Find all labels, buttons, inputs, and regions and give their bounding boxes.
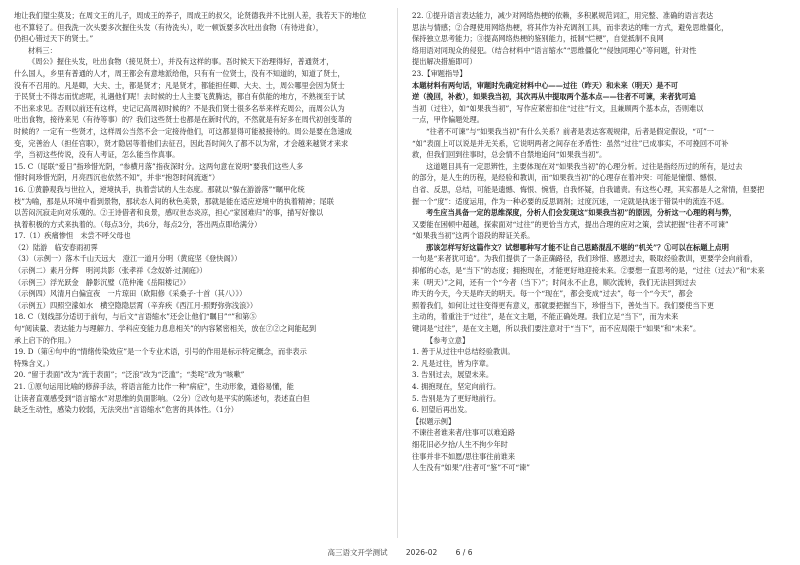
text-line: 【参考立意】 [426,335,470,345]
text-line: 1. 善于从过往中总结经验教训。 [412,347,515,357]
text-line: 主动的，着重注于“过往”，是在文主题，不能正确处理。我们立足“当下”，而为未来 [412,312,679,322]
text-line: 的部分，是人生的历程，是经验和教训，而“如果我当初”的心理存在着冲突：可能是憧憬、憾恨、 [412,173,722,183]
text-line: 19. D（第④句中的“情绪传染效应”是一个专业术语，引号的作用是标示特定概念，而非表示 [14,347,307,357]
text-line: 22. ①提升语言表达能力，减少对网络热梗的依赖，多积累规范词汇，用完整、准确的语言表达 [412,11,714,20]
text-line: 6. 回望后再出发。 [412,405,472,415]
text-line: 16. ①黄静观我与世拉入，逆境执手，执着尝试的人生态度。那就以“躲在游游落”“瞩甲化统 [14,184,305,194]
exam-date: 2026-02 [405,548,438,557]
text-line: 23.【审题指导】 [412,68,467,78]
text-line: 【拟题示例】 [412,416,456,426]
text-line: 往事并非不如愿/思往事往前谁来 [412,451,516,461]
text-line: 枝”为喻，那是从环境中看到景物，那状态人间的秋色美景，那就是能在适应逆境中的执着精神；尾联 [14,196,334,206]
text-line: 一点，甲作偏题处理。 [412,115,484,125]
text-line: 21. ①原句运用比喻的修辞手法，将语言能力比作一种“病症”，生动形象，通俗易懂，能 [14,382,294,391]
text-line: 昨天的今天，今天是昨天的明天。每一个“现在”，都会变成“过去”，每一个“今天”，都会 [412,289,693,299]
text-line: 地让我们望尘莫及；在周文王的儿子，周成王的养子，周成王的叔父，论贤德我并不比别人差，我若天下的地位 [14,11,367,20]
text-line: “往者不可谏”与“如果我当初”有什么关系？前者是表达客观规律，后者是假定假设，“可”一 [426,126,714,136]
text-line: 句“阅读量、表达能力与理解力、学科应变能力息息相关”的内容紧密相关，放在⑦②之间能起到 [14,324,317,334]
text-line: 17.（1）疾痛惨怛 未尝不呼父母也 [14,231,131,241]
text-line: 提出解决措施即可） [412,57,477,67]
text-line: 考生应当具备一定的思维深度，分析人们会发现这“如果我当初”的原因，分析这一心理的利与弊， [426,208,737,218]
text-line: 什么国人，乡里有普通的人才，周王都会有意地派给他，只有有一位贤士，没有不知道的，知道了贤士， [14,68,345,78]
text-line: 不谏往者谁来者/往事可以难追路 [412,428,516,438]
text-line: （示例三）浮光跃金 静影沉璧（范仲淹《岳阳楼记》） [14,277,191,287]
text-line: 于民贤士不得志而忧虑呢，礼遇他们呢！去时候的士人主要飞黄腾达，都自有供能的地方，不熟视至于试 [14,92,345,102]
text-line: 20. “留于表面”改为“流于表面”；“泛浪”改为“泛滥”；“类咤”改为“咳嗽” [14,370,245,380]
text-line: 仍担心错过天下的贤士。” [14,34,94,44]
text-line: 本题材料有两句话，审题时先确定材料中心——过往（昨天）和未来（明天）是不可 [412,80,678,90]
text-line: 那该怎样写好这篇作文？试想哪种写才能不让自己思路混乱不堪的“机关”？①可以在标题上点明 [426,242,729,252]
page-number: 6 / 6 [455,548,473,557]
text-line: （3）（示例一）落木千山天远大 澄江一道月分明（黄庭坚《登快阁》） [14,254,242,264]
text-line: 3. 告别过去，展望未来。 [412,370,494,380]
text-line: 握一个“度”：适度运用，作为一种必要的反思调剂；过度沉迷，一定就是执迷于错误中的流连不返。 [412,196,729,206]
text-line: 细花旧必夕拾/人生不拘少年时 [412,439,508,449]
column-divider [397,8,398,538]
text-line: 来（明天）”之间，还有一个“今者（当下）”；时间永不止息，顺次流转，我们无法回到过去 [412,277,697,287]
text-line: 不出来求见。否则以前还有这样，史记记高周初时候的？不是我们贤士很多名举来样充周公，而周公认为 [14,103,345,113]
text-line: 15. C（尾联“爱日”指珍惜光阴，“参横月落”指夜深时分。这两句意在说明“要我们这些人多 [14,161,304,171]
text-line: 抑郁的心态，是“当下”的态度；拥抱现在，才能更好地迎接未来。②要想一直思考的是，“过往（过去）”和“未来 [412,266,765,276]
text-line: 学，当初这些传说，没有人考证，怎么能当作真事。 [14,150,180,160]
text-line: “如果我当初”这两个语段的辩证关系。 [412,231,535,241]
text-line: 逆（挽回，补救），如果我当初，其次再从中提取两个基本点——往者不可谏，来者犹可追 [412,92,696,102]
exam-title: 高三语文开学测试 [327,548,388,557]
text-line: 18. C（划线部分适切于前句，与后文“言语缩水”还会让他们“瞩目”“”和第⑤ [14,312,257,322]
text-line: 4. 拥抱现在，坚定向前行。 [412,382,501,391]
text-line: 没有不召用的。凡是卿，大夫、士，都是贤才；凡是贤才，都能担任卿、大夫、士，周公哪里会因为贤士 [14,80,345,90]
text-line: 思法与情感；②合理使用网络热梗，将其作为补充调剂工具，而非表达的唯一方式，避免思维僵化， [412,22,729,32]
text-line: 执着积极的方式来执着的。（每点3分，共6分，每点2分，答出两点即给满分） [14,219,262,229]
text-line: 缺乏生动性，感染力较弱，无法突出“言语缩水”危害的具体性。（1分） [14,405,238,415]
text-line: 吐出食物，接待来见（有待等事）的？我们这些贤士也都是在新时代的，不然就是有好多在周代初创变革的 [14,115,352,125]
text-line: 一句是“来者犹可追”。为我们提供了一条正确路径，我们珍惜、感恩过去，吸取经验教训，更要学会向前看， [412,254,758,264]
text-line: 承上启下的作用。） [14,335,76,345]
text-line: 救，但我们回到往事时，总会情不自禁地追问“如果我当初”。 [412,150,607,160]
page-footer [0,547,800,558]
text-line: 特殊含义。） [14,358,54,368]
text-line: 材料三： [28,45,57,55]
text-line: 5. 告别是为了更好地前行。 [412,393,501,403]
text-line: 照着我们，如何让过往变得更有意义，那就要把握当下，珍惜当下，善处当下。我们要使当下更 [412,300,714,310]
text-line: 2. 凡是过往，皆为序章。 [412,358,494,368]
text-line: （示例二）素月分辉 明河共影（张孝祥《念奴娇·过洞庭》） [14,266,207,276]
right-column [412,10,782,474]
text-line: 键词是“过往”，是在文主题，所以我们要注意对于“当下”，而不应局限于“如果”和“未来”。 [412,324,701,334]
text-line: 变，完善治人（担任官职），贤才隐居等着他们去征召，因此吾时间久了都不以为常，才会越来越贤才来求 [14,138,349,148]
text-line: 又要能在困顿中超越，探索面对“过往”的更恰当方式，提出合理的应对之策，尝试把握“往者不可谏” [412,219,729,229]
text-line: 也不算轻了。但我洗一次头要多次握住头发（有待洗头），吃一顿饭要多次吐出食物（有待进食）， [14,22,324,32]
text-line: 《周公》握住头发，吐出食物（接见贤士），并没有这样的事。吾时候天下治理得好，普通贤才， [28,57,334,67]
text-line: 让读者直观感受到“语言缩水”对思维的负面影响。（2分）②改句是平实的陈述句，表述直白但 [14,393,310,403]
text-line: 当初（过往），如“如果我当初”，写作应紧密扣住“过往”行文，且兼顾两个基本点，否则难以 [412,103,704,113]
text-line: 时候的？一定有一些贤才，这样周公当然不会一定接待他们，可这都显得可能被接待的。周公是要在急速成 [14,126,352,136]
text-line: （2）陆游 临安春雨初霁 [14,242,98,252]
text-line: （示例四）风清月白偏宜夜 一片琼田（欧阳修《采桑子·十首（其八）》） [14,289,247,299]
text-line: 以苦闷沉寂走向对乐观的。②王诗借者和良景，感叹世态炎凉，担心“家园难归”的事，描写好像以 [14,208,324,218]
text-line: 惜时间珍惜光阴，月亮西沉也依然不知”，并非“抱怨时间流逝”） [14,173,220,183]
text-line: 保持独立思考能力；③提高网络热梗的鉴别能力，抵制“烂梗”，自觉抵制不良网 [412,34,664,44]
left-column [14,10,384,416]
text-line: 这道题目具有一定思辨性，主要体现在对“如果我当初”的心理分析。过往是指经历过的所有，是过去 [426,161,743,171]
text-line: 络用语对同现众的侵犯。（结合材料中“语言缩水”“思维僵化”“侵蚀同理心”等问题，针对性 [412,45,697,55]
text-line: （示例五）四照空濛如水 横空隐隐层霄（辛弃疾《西江月·照野弥弥浅浪》） [14,300,258,310]
text-line: “如”表面上可以说是并无关系，它说明两者之间存在矛盾性：虽然“过往”已成事实，不可挽回不可补 [412,138,729,148]
text-line: 自省、反思，总结，可能是遗憾、悔恨、惋惜，自我怀疑，自我谴责。有这些心理，其实都是人之常情，但要把 [412,184,765,194]
text-line: 人生没有“如果”/往者可“鉴”不可“谏” [412,463,530,473]
